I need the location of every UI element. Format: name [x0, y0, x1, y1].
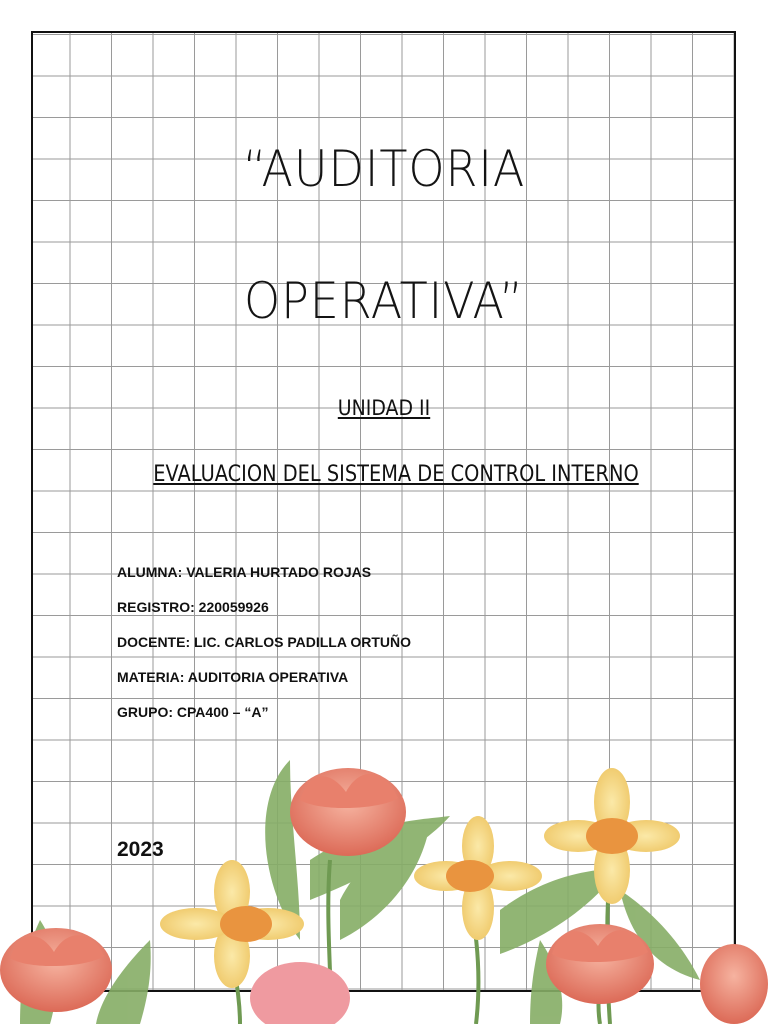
- teacher-line: DOCENTE: LIC. CARLOS PADILLA ORTUÑO: [117, 634, 411, 650]
- student-line: ALUMNA: VALERIA HURTADO ROJAS: [117, 564, 372, 580]
- title-line-1: “AUDITORIA: [242, 140, 526, 198]
- year-label: 2023: [117, 838, 164, 861]
- title-line-2: OPERATIVA”: [243, 272, 525, 330]
- subject-line: MATERIA: AUDITORIA OPERATIVA: [117, 669, 349, 685]
- subtitle-heading: EVALUACION DEL SISTEMA DE CONTROL INTERNO: [153, 462, 639, 487]
- unit-heading: UNIDAD II: [337, 396, 431, 420]
- info-block: [117, 560, 411, 735]
- group-line: GRUPO: CPA400 – “A”: [117, 704, 269, 720]
- registry-line: REGISTRO: 220059926: [117, 599, 269, 615]
- floral-illustration: [0, 740, 768, 1024]
